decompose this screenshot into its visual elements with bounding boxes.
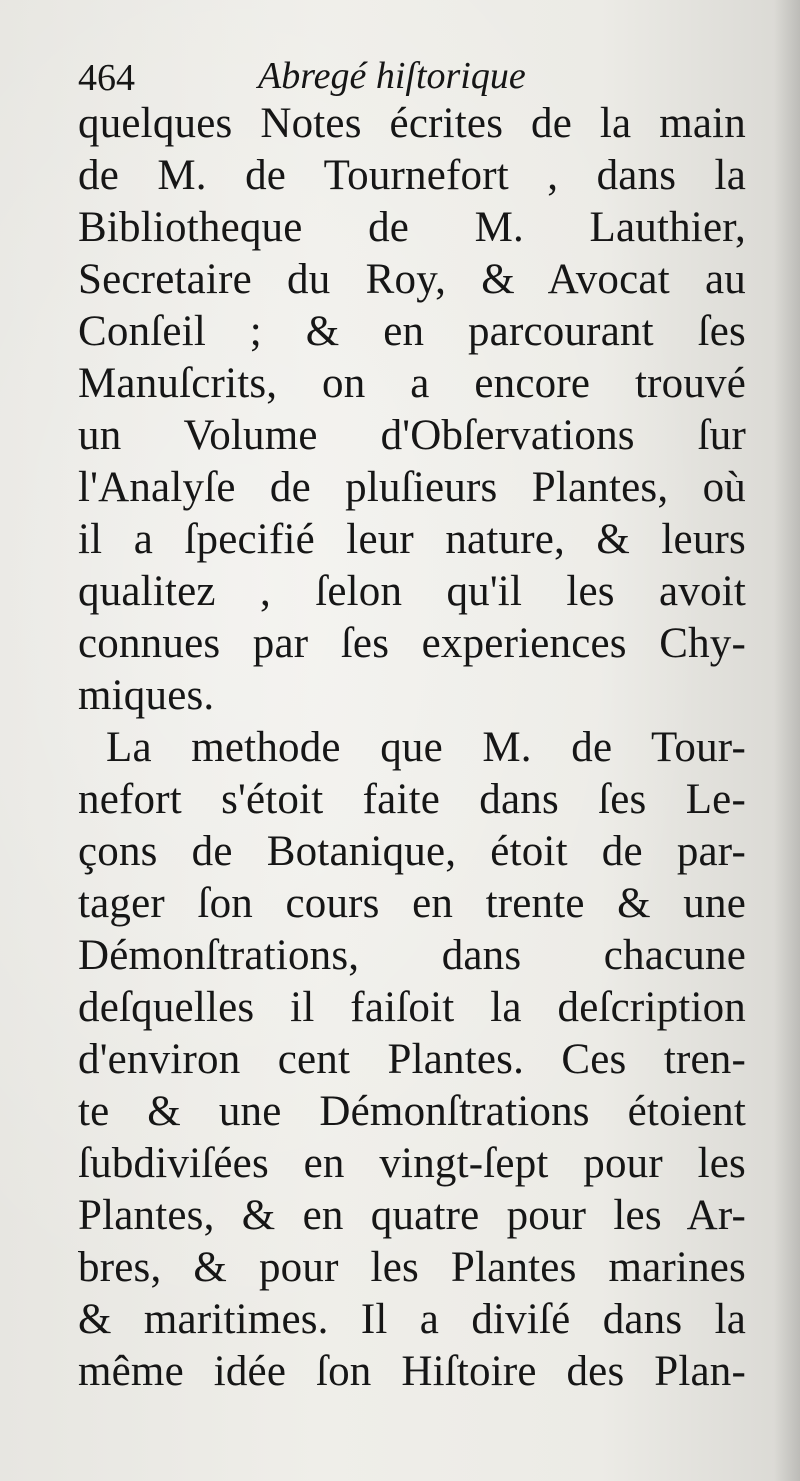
page-header bbox=[78, 52, 738, 104]
text-line: miques. bbox=[78, 672, 215, 719]
text-line: quelques Notes écrites de la main bbox=[78, 100, 746, 147]
text-line: & maritimes. Il a diviſé dans la bbox=[78, 1296, 746, 1343]
text-line: ſubdiviſées en vingt-ſept pour les bbox=[78, 1140, 746, 1187]
text-line: un Volume d'Obſervations ſur bbox=[78, 412, 746, 459]
text-line: d'environ cent Plantes. Ces tren- bbox=[78, 1036, 746, 1083]
text-line: il a ſpecifié leur nature, & leurs bbox=[78, 516, 746, 563]
text-line: bres, & pour les Plantes marines bbox=[78, 1244, 746, 1291]
text-line: même idée ſon Hiſtoire des Plan- bbox=[78, 1348, 746, 1395]
text-line: Bibliotheque de M. Lauthier, bbox=[78, 204, 746, 251]
text-line: tager ſon cours en trente & une bbox=[78, 880, 746, 927]
text-line: l'Analyſe de pluſieurs Plantes, où bbox=[78, 464, 746, 511]
text-line: nefort s'étoit faite dans ſes Le- bbox=[78, 776, 746, 823]
running-head: Abregé hiſtorique bbox=[258, 55, 526, 97]
text-line: La methode que M. de Tour- bbox=[106, 724, 746, 771]
text-line: connues par ſes experiences Chy- bbox=[78, 620, 746, 667]
text-line: Conſeil ; & en parcourant ſes bbox=[78, 308, 746, 355]
text-line: de M. de Tournefort , dans la bbox=[78, 152, 746, 199]
text-line: Manuſcrits, on a encore trouvé bbox=[78, 360, 746, 407]
text-line: çons de Botanique, étoit de par- bbox=[78, 828, 746, 875]
text-line: deſquelles il faiſoit la deſcription bbox=[78, 984, 746, 1031]
text-line: Secretaire du Roy, & Avocat au bbox=[78, 256, 746, 303]
text-line: Plantes, & en quatre pour les Ar- bbox=[78, 1192, 746, 1239]
text-line: qualitez , ſelon qu'il les avoit bbox=[78, 568, 746, 615]
text-line: te & une Démonſtrations étoient bbox=[78, 1088, 746, 1135]
page-number: 464 bbox=[78, 57, 135, 99]
body-text bbox=[78, 98, 746, 1398]
text-line: Démonſtrations, dans chacune bbox=[78, 932, 746, 979]
page-gutter-shadow bbox=[774, 0, 800, 1481]
